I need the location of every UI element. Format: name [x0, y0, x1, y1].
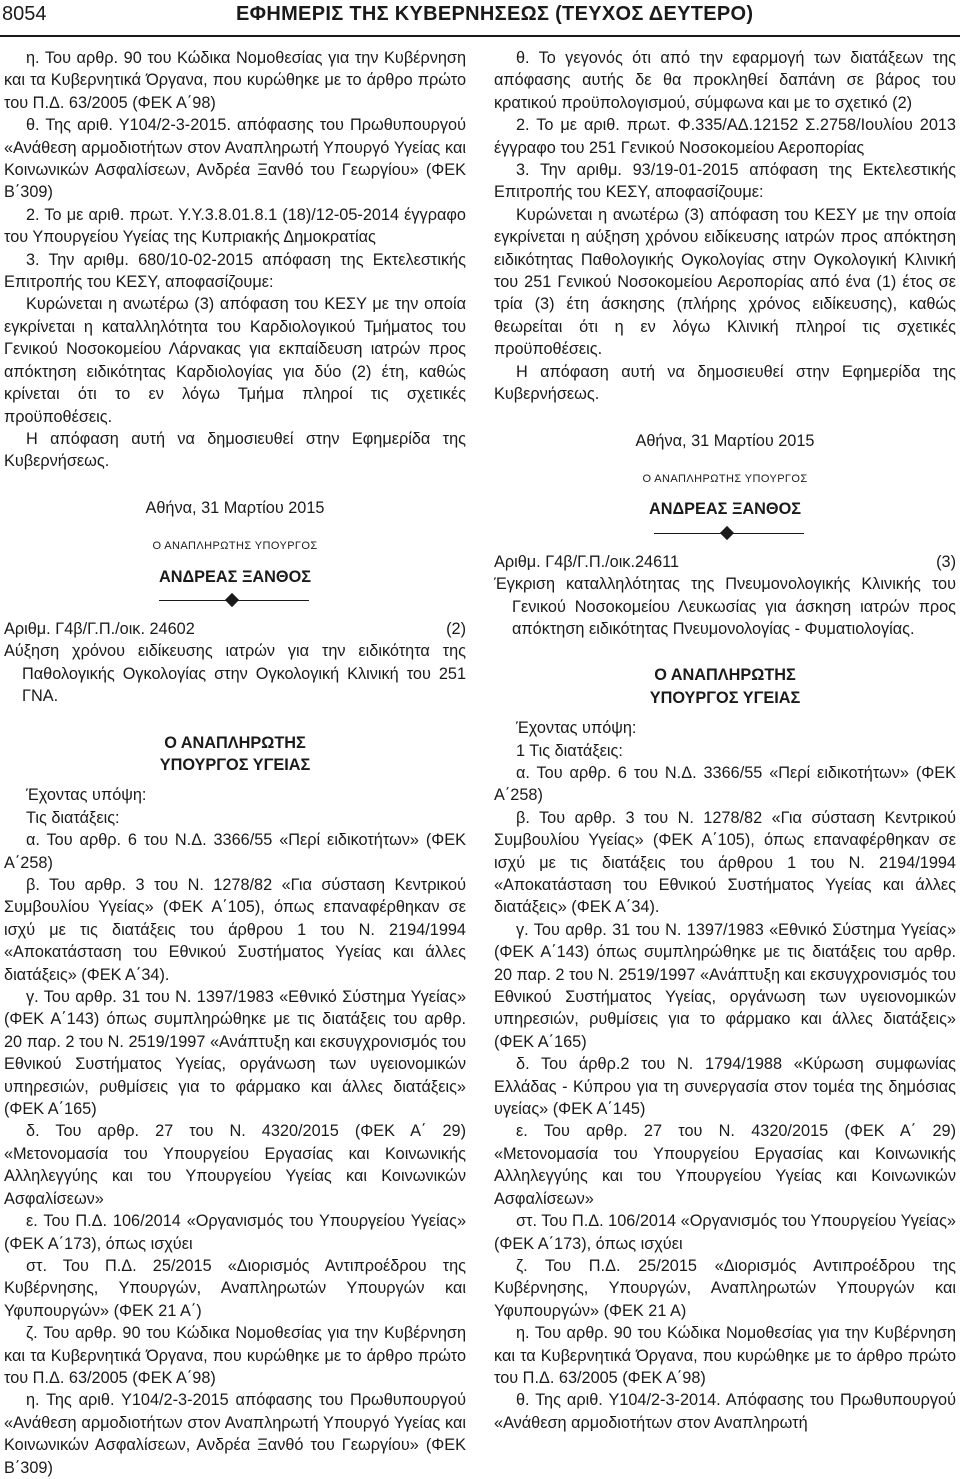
diamond-icon — [720, 526, 734, 540]
authority-line: ΥΠΟΥΡΓΟΣ ΥΓΕΙΑΣ — [649, 688, 801, 707]
paragraph: Έχοντας υπόψη: — [516, 719, 637, 738]
authority-line: ΥΠΟΥΡΓΟΣ ΥΓΕΙΑΣ — [159, 755, 311, 774]
list-item: α. Του αρθρ. 6 του Ν.Δ. 3366/55 «Περί ειδικοτήτων» (ΦΕΚ Α΄258) — [494, 763, 956, 805]
list-item: γ. Του αρθρ. 31 του Ν. 1397/1983 «Εθνικό Σύστημα Υγείας» (ΦΕΚ Α΄143) όπως συμπληρώθηκε με τις διατάξεις του αρθρ. 20 παρ. 2 του Ν. 2519/1997 «Ανάπτυξη και εκσυγχρονισμός του Εθνικού Συστήματος Υγείας, οργάνωση των υγειονομικών υπηρεσιών, ρυθμίσεις για το φάρμακο και άλλες διατάξεις» (ΦΕΚ Α΄165) — [4, 988, 466, 1119]
list-item: γ. Του αρθρ. 31 του Ν. 1397/1983 «Εθνικό Σύστημα Υγείας» (ΦΕΚ Α΄143) όπως συμπληρώθηκε με τις διατάξεις του αρθρ. 20 παρ. 2 του Ν. 2519/1997 «Ανάπτυξη και εκσυγχρονισμός του Εθνικού Συστήματος Υγείας, οργάνωση των υγειονομικών υπηρεσιών, ρυθμίσεις για το φάρμακο και άλλες διατάξεις» (ΦΕΚ Α΄165) — [494, 920, 956, 1051]
page-header — [0, 0, 960, 30]
paragraph: Έχοντας υπόψη: — [26, 786, 147, 805]
authority-line: Ο ΑΝΑΠΛΗΡΩΤΗΣ — [164, 733, 306, 752]
paragraph: 1 Τις διατάξεις: — [516, 741, 623, 760]
list-item: β. Του αρθρ. 3 του Ν. 1278/82 «Για σύσταση Κεντρικού Συμβουλίου Υγείας» (ΦΕΚ Α΄105), όπως επαναφέρθηκαν σε ισχύ με τις διατάξεις του άρθρου 1 του Ν. 2194/1994 «Αποκατάσταση του Εθνικού Συστήματος Υγείας και άλλες διατάξεις» (ΦΕΚ Α΄34). — [4, 876, 466, 984]
header-rule — [0, 35, 960, 37]
list-item: δ. Του άρθρ.2 του Ν. 1794/1988 «Κύρωση συμφωνίας Ελλάδας - Κύπρου για τη συνεργασία στον τομέα της δημόσιας υγείας» (ΦΕΚ Α΄145) — [494, 1055, 956, 1119]
list-item: ζ. Του αρθρ. 90 του Κώδικα Νομοθεσίας για την Κυβέρνηση και τα Κυβερνητικά Όργανα, που κυρώθηκε με το άρθρο πρώτο του Π.Δ. 63/2005 (ΦΕΚ Α΄98) — [4, 1324, 466, 1387]
list-item: β. Του αρθρ. 3 του Ν. 1278/82 «Για σύσταση Κεντρικού Συμβουλίου Υγείας» (ΦΕΚ Α΄105), όπως επαναφέρθηκαν σε ισχύ με τις διατάξεις του άρθρου 1 του Ν. 2194/1994 «Αποκατάσταση του Εθνικού Συστήματος Υγείας και άλλες διατάξεις» (ΦΕΚ Α΄34). — [494, 808, 956, 917]
paragraph: η. Του αρθρ. 90 του Κώδικα Νομοθεσίας για την Κυβέρνηση και τα Κυβερνητικά Όργανα, που κυρώθηκε με το άρθρο πρώτο του Π.Δ. 63/2005 (ΦΕΚ Α΄98) — [4, 49, 466, 112]
decision-title: Έγκριση καταλληλότητας της Πνευμονολογικής Κλινικής του Γενικού Νοσοκομείου Λευκωσίας για άσκηση ιατρών προς απόκτηση ειδικότητας Πνευμονολογίας - Φυματιολογίας. — [494, 575, 956, 638]
place-date: Αθήνα, 31 Μαρτίου 2015 — [145, 498, 325, 517]
decision-title: Αύξηση χρόνου ειδίκευσης ιατρών για την ειδικότητα της Παθολογικής Ογκολογίας στην Ογκολογική Κλινική του 251 ΓΝΑ. — [4, 642, 466, 706]
signer-name: ΑΝΔΡΕΑΣ ΞΑΝΘΟΣ — [158, 567, 312, 586]
gazette-title: ΕΦΗΜΕΡΙΣ ΤΗΣ ΚΥΒΕΡΝΗΣΕΩΣ (ΤΕΥΧΟΣ ΔΕΥΤΕΡΟ) — [236, 3, 754, 25]
paragraph: 2. Το με αριθ. πρωτ. Φ.335/ΑΔ.12152 Σ.2758/Ιουλίου 2013 έγγραφο του 251 Γενικού Νοσοκομείου Αεροπορίας — [494, 116, 956, 157]
list-item: ζ. Του Π.Δ. 25/2015 «Διορισμός Αντιπροέδρου της Κυβέρνησης, Υπουργών, Αναπληρωτών Υπουργών και Υφυπουργών» (ΦΕΚ 21 Α) — [494, 1256, 956, 1320]
list-item: η. Του αρθρ. 90 του Κώδικα Νομοθεσίας για την Κυβέρνηση και τα Κυβερνητικά Όργανα, που κυρώθηκε με το άρθρο πρώτο του Π.Δ. 63/2005 (ΦΕΚ Α΄98) — [494, 1324, 956, 1387]
list-item: στ. Του Π.Δ. 106/2014 «Οργανισμός του Υπουργείου Υγείας» (ΦΕΚ Α΄173), όπως ισχύει — [494, 1212, 956, 1253]
decision-header — [494, 551, 956, 573]
list-item: ε. Του αρθρ. 27 του Ν. 4320/2015 (ΦΕΚ Α΄ 29) «Μετονομασία του Υπουργείου Εργασίας και Κοινωνικής Αλληλεγγύης και του Υπουργείου Υγείας και Κοινωνικών Ασφαλίσεων» — [494, 1122, 956, 1208]
decision-reference: Αριθμ. Γ4β/Γ.Π./οικ. 24602 — [4, 619, 195, 638]
decision-number: (3) — [936, 552, 956, 571]
list-item: δ. Του αρθρ. 27 του Ν. 4320/2015 (ΦΕΚ Α΄ 29) «Μετονομασία του Υπουργείου Εργασίας και Κοινωνικής Αλληλεγγύης και του Υπουργείου Υγείας και Κοινωνικών Ασφαλίσεων» — [4, 1122, 466, 1208]
signer-name: ΑΝΔΡΕΑΣ ΞΑΝΘΟΣ — [648, 500, 802, 519]
section-separator — [494, 525, 956, 543]
paragraph: θ. Το γεγονός ότι από την εφαρμογή των διατάξεων της απόφασης αυτής δε θα προκληθεί δαπάνη σε βάρος του κρατικού προϋπολογισμού, σύμφωνα και με το σχετικό (2) — [494, 49, 956, 112]
paragraph: 3. Την αριθμ. 93/19-01-2015 απόφαση της Εκτελεστικής Επιτροπής του ΚΕΣΥ, αποφασίζουμε: — [494, 161, 956, 202]
signer-title: Ο ΑΝΑΠΛΗΡΩΤΗΣ ΥΠΟΥΡΓΟΣ — [642, 472, 808, 485]
paragraph: Τις διατάξεις: — [26, 808, 120, 827]
diamond-icon — [225, 593, 239, 607]
right-column — [494, 47, 956, 1434]
paragraph: Η απόφαση αυτή να δημοσιευθεί στην Εφημερίδα της Κυβερνήσεως. — [4, 429, 466, 471]
paragraph: 2. Το με αριθ. πρωτ. Υ.Υ.3.8.01.8.1 (18)/12-05-2014 έγγραφο του Υπουργείου Υγείας της Κυπριακής Δημοκρατίας — [4, 205, 466, 247]
paragraph: 3. Την αριθμ. 680/10-02-2015 απόφαση της Εκτελεστικής Επιτροπής του ΚΕΣΥ, αποφασίζουμε: — [4, 250, 466, 292]
paragraph: Η απόφαση αυτή να δημοσιευθεί στην Εφημερίδα της Κυβερνήσεως. — [494, 362, 956, 404]
paragraph: Κυρώνεται η ανωτέρω (3) απόφαση του ΚΕΣΥ με την οποία εγκρίνεται η καταλληλότητα του Καρδιολογικού Τμήματος του Γενικού Νοσοκομείου Λάρνακας για εκπαίδευση ιατρών προς απόκτηση ειδικότητας Καρδιολογίας για δύο (2) έτη, καθώς κρίνεται ότι το εν λόγω Τμήμα πληροί τις σχετικές προϋποθέσεις. — [4, 295, 466, 426]
section-separator — [4, 592, 466, 610]
left-column — [4, 47, 466, 1479]
place-date: Αθήνα, 31 Μαρτίου 2015 — [635, 431, 815, 450]
list-item: η. Της αριθ. Υ104/2-3-2015 απόφασης του Πρωθυπουργού «Ανάθεση αρμοδιοτήτων στον Αναπληρωτή Υπουργό Υγείας και Κοινωνικών Ασφαλίσεων, Ανδρέα Ξανθό του Γεωργίου» (ΦΕΚ Β΄309) — [4, 1391, 466, 1477]
decision-header — [4, 618, 466, 640]
signer-title: Ο ΑΝΑΠΛΗΡΩΤΗΣ ΥΠΟΥΡΓΟΣ — [152, 540, 318, 553]
authority-line: Ο ΑΝΑΠΛΗΡΩΤΗΣ — [654, 666, 796, 685]
list-item: στ. Του Π.Δ. 25/2015 «Διορισμός Αντιπροέδρου της Κυβέρνησης, Υπουργών, Αναπληρωτών Υπουργών και Υφυπουργών» (ΦΕΚ 21 Α΄) — [4, 1256, 466, 1320]
decision-number: (2) — [446, 619, 466, 638]
decision-reference: Αριθμ. Γ4β/Γ.Π./οικ.24611 — [494, 552, 680, 571]
paragraph: Κυρώνεται η ανωτέρω (3) απόφαση του ΚΕΣΥ με την οποία εγκρίνεται η αύξηση χρόνου ειδίκευσης ιατρών προς απόκτηση ειδικότητας Παθολογικής Ογκολογίας στην Ογκολογική Κλινική του 251 Γενικού Νοσοκομείου Αεροπορίας από ένα (1) έτος σε τρία (3) έτη άσκησης (πλήρης χρόνος ειδίκευσης), καθώς θεωρείται ότι η εν λόγω Κλινική πληροί τις σχετικές προϋποθέσεις. — [494, 205, 956, 359]
list-item: α. Του αρθρ. 6 του Ν.Δ. 3366/55 «Περί ειδικοτήτων» (ΦΕΚ Α΄258) — [4, 831, 466, 872]
list-item: ε. Του Π.Δ. 106/2014 «Οργανισμός του Υπουργείου Υγείας» (ΦΕΚ Α΄173), όπως ισχύει — [4, 1212, 466, 1253]
page-number: 8054 — [2, 3, 47, 25]
paragraph: θ. Της αριθ. Υ104/2-3-2015. απόφασης του Πρωθυπουργού «Ανάθεση αρμοδιοτήτων στον Αναπληρωτή Υπουργό Υγείας και Κοινωνικών Ασφαλίσεων, Ανδρέα Ξανθό του Γεωργίου» (ΦΕΚ Β΄309) — [4, 116, 466, 202]
list-item: θ. Της αριθ. Υ104/2-3-2014. Απόφασης του Πρωθυπουργού «Ανάθεση αρμοδιοτήτων στον Αναπληρωτή — [494, 1391, 956, 1432]
